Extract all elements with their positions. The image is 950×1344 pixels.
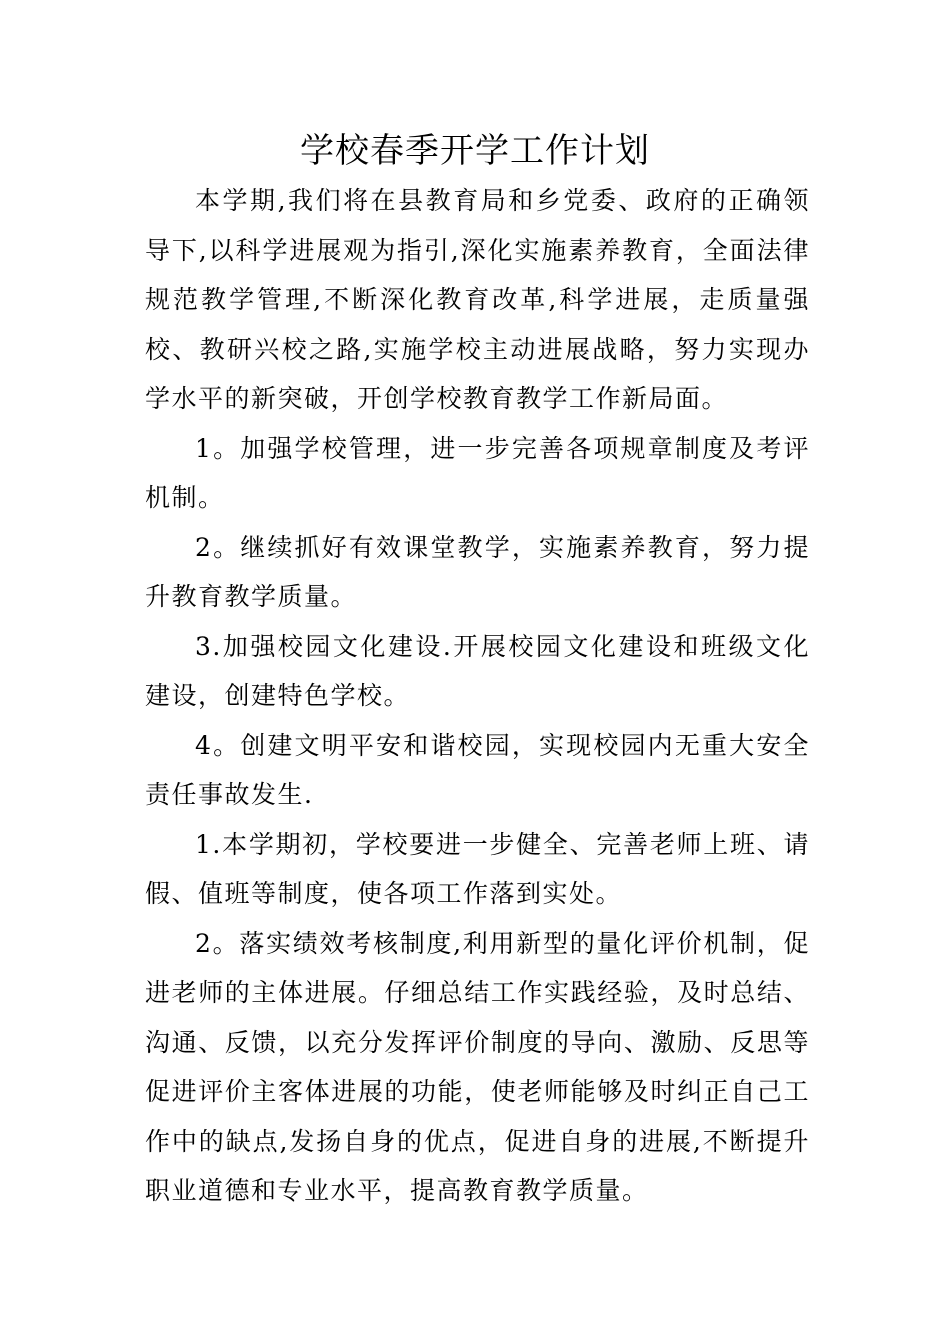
measure-item-1: 1.本学期初，学校要进一步健全、完善老师上班、请假、值班等制度，使各项工作落到实处。 bbox=[145, 829, 810, 908]
measure-item-2: 2。落实绩效考核制度,利用新型的量化评价机制，促进老师的主体进展。仔细总结工作实践经验，及时总结、沟通、反馈，以充分发挥评价制度的导向、激励、反思等促进评价主客体进展的功能，使老师能够及时纠正自己工作中的缺点,发扬自身的优点，促进自身的进展,不断提升职业道德和专业水平，提高教育教学质量。 bbox=[145, 928, 810, 1205]
document-title: 学校春季开学工作计划 bbox=[300, 131, 650, 171]
intro-paragraph: 本学期,我们将在县教育局和乡党委、政府的正确领导下,以科学进展观为指引,深化实施素养教育，全面法律规范教学管理,不断深化教育改革,科学进展，走质量强校、教研兴校之路,实施学校主动进展战略，努力实现办学水平的新突破，开创学校教育教学工作新局面。 bbox=[145, 186, 810, 413]
goal-item-2: 2。继续抓好有效课堂教学，实施素养教育，努力提升教育教学质量。 bbox=[145, 532, 810, 611]
goal-item-1: 1。加强学校管理，进一步完善各项规章制度及考评机制。 bbox=[145, 433, 810, 512]
document-body bbox=[145, 176, 810, 1216]
goal-item-3: 3.加强校园文化建设.开展校园文化建设和班级文化建设，创建特色学校。 bbox=[145, 631, 810, 710]
goal-item-4: 4。创建文明平安和谐校园，实现校园内无重大安全责任事故发生. bbox=[145, 730, 810, 809]
